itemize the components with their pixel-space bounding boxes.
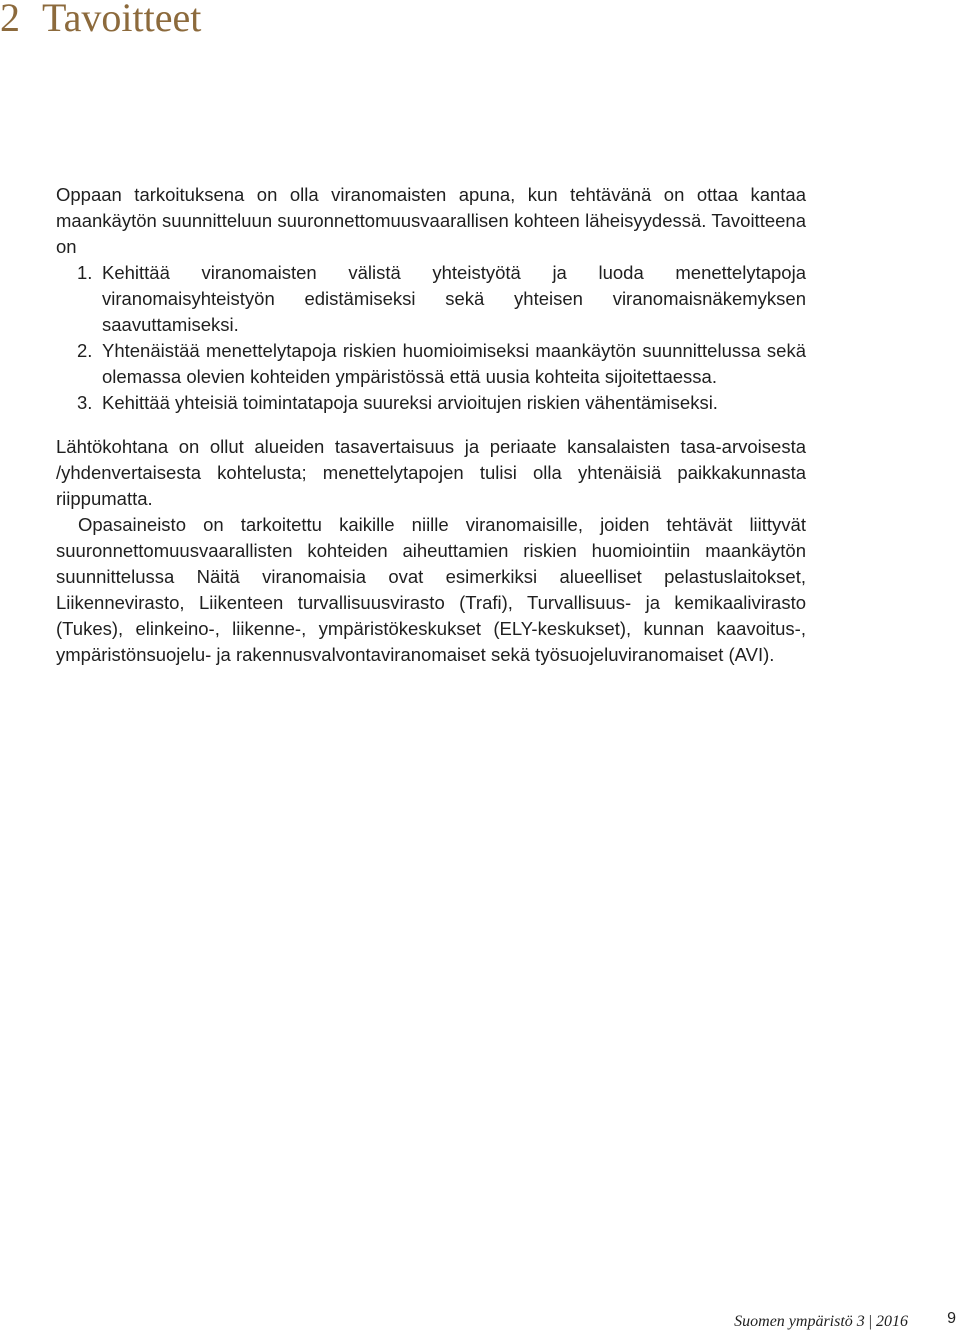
chapter-heading (0, 0, 201, 44)
page-footer (734, 1313, 908, 1331)
goals-list (56, 260, 806, 416)
list-item-text: Kehittää viranomaisten välistä yhteistyötä ja luoda menettelytapoja viranomaisyhteistyön edistämiseksi sekä yhteisen viranomaisnäkemyksen saavuttamiseksi. (102, 262, 806, 335)
list-item-number: 3. (77, 392, 93, 413)
list-item-number: 1. (77, 262, 93, 283)
body-text (56, 182, 806, 668)
publication-issue: 3 (856, 1313, 865, 1330)
publication-year: 2016 (876, 1313, 908, 1330)
page-number: 9 (947, 1310, 956, 1327)
publication-name: Suomen ympäristö (734, 1313, 853, 1330)
footer-separator: | (868, 1313, 872, 1330)
list-item (56, 390, 806, 416)
starting-point-paragraph: Lähtökohtana on ollut alueiden tasavertaisuus ja periaate kansalaisten tasa-arvoisesta /yhdenvertaisesta kohtelusta; menettelytapojen tulisi olla yhtenäisiä paikkakunnasta riippumatta. (56, 436, 806, 509)
intro-paragraph: Oppaan tarkoituksena on olla viranomaisten apuna, kun tehtävänä on ottaa kantaa maankäytön suunnitteluun suuronnettomuusvaarallisen kohteen läheisyydessä. Tavoitteena on (56, 184, 806, 257)
list-item (56, 260, 806, 338)
list-item (56, 338, 806, 390)
chapter-title: Tavoitteet (42, 0, 202, 40)
chapter-number: 2 (0, 0, 20, 40)
list-item-number: 2. (77, 340, 93, 361)
list-item-text: Yhtenäistää menettelytapoja riskien huomioimiseksi maankäytön suunnittelussa sekä olemassa olevien kohteiden ympäristössä että uusia kohteita sijoitettaessa. (102, 340, 806, 387)
list-item-text: Kehittää yhteisiä toimintatapoja suureksi arvioitujen riskien vähentämiseksi. (102, 392, 718, 413)
audience-paragraph: Opasaineisto on tarkoitettu kaikille niille viranomaisille, joiden tehtävät liittyvät suuronnettomuusvaarallisten kohteiden aiheuttamien riskien huomiointiin maankäytön suunnittelussa Näitä viranomaisia ovat esimerkiksi alueelliset pelastuslaitokset, Liikennevirasto, Liikenteen turvallisuusvirasto (Trafi), Turvallisuus- ja kemikaalivirasto (Tukes), elinkeino-, liikenne-, ympäristökeskukset (ELY-keskukset), kunnan kaavoitus-, ympäristönsuojelu- ja rakennusvalvontaviranomaiset sekä työsuojeluviranomaiset (AVI). (56, 514, 806, 665)
